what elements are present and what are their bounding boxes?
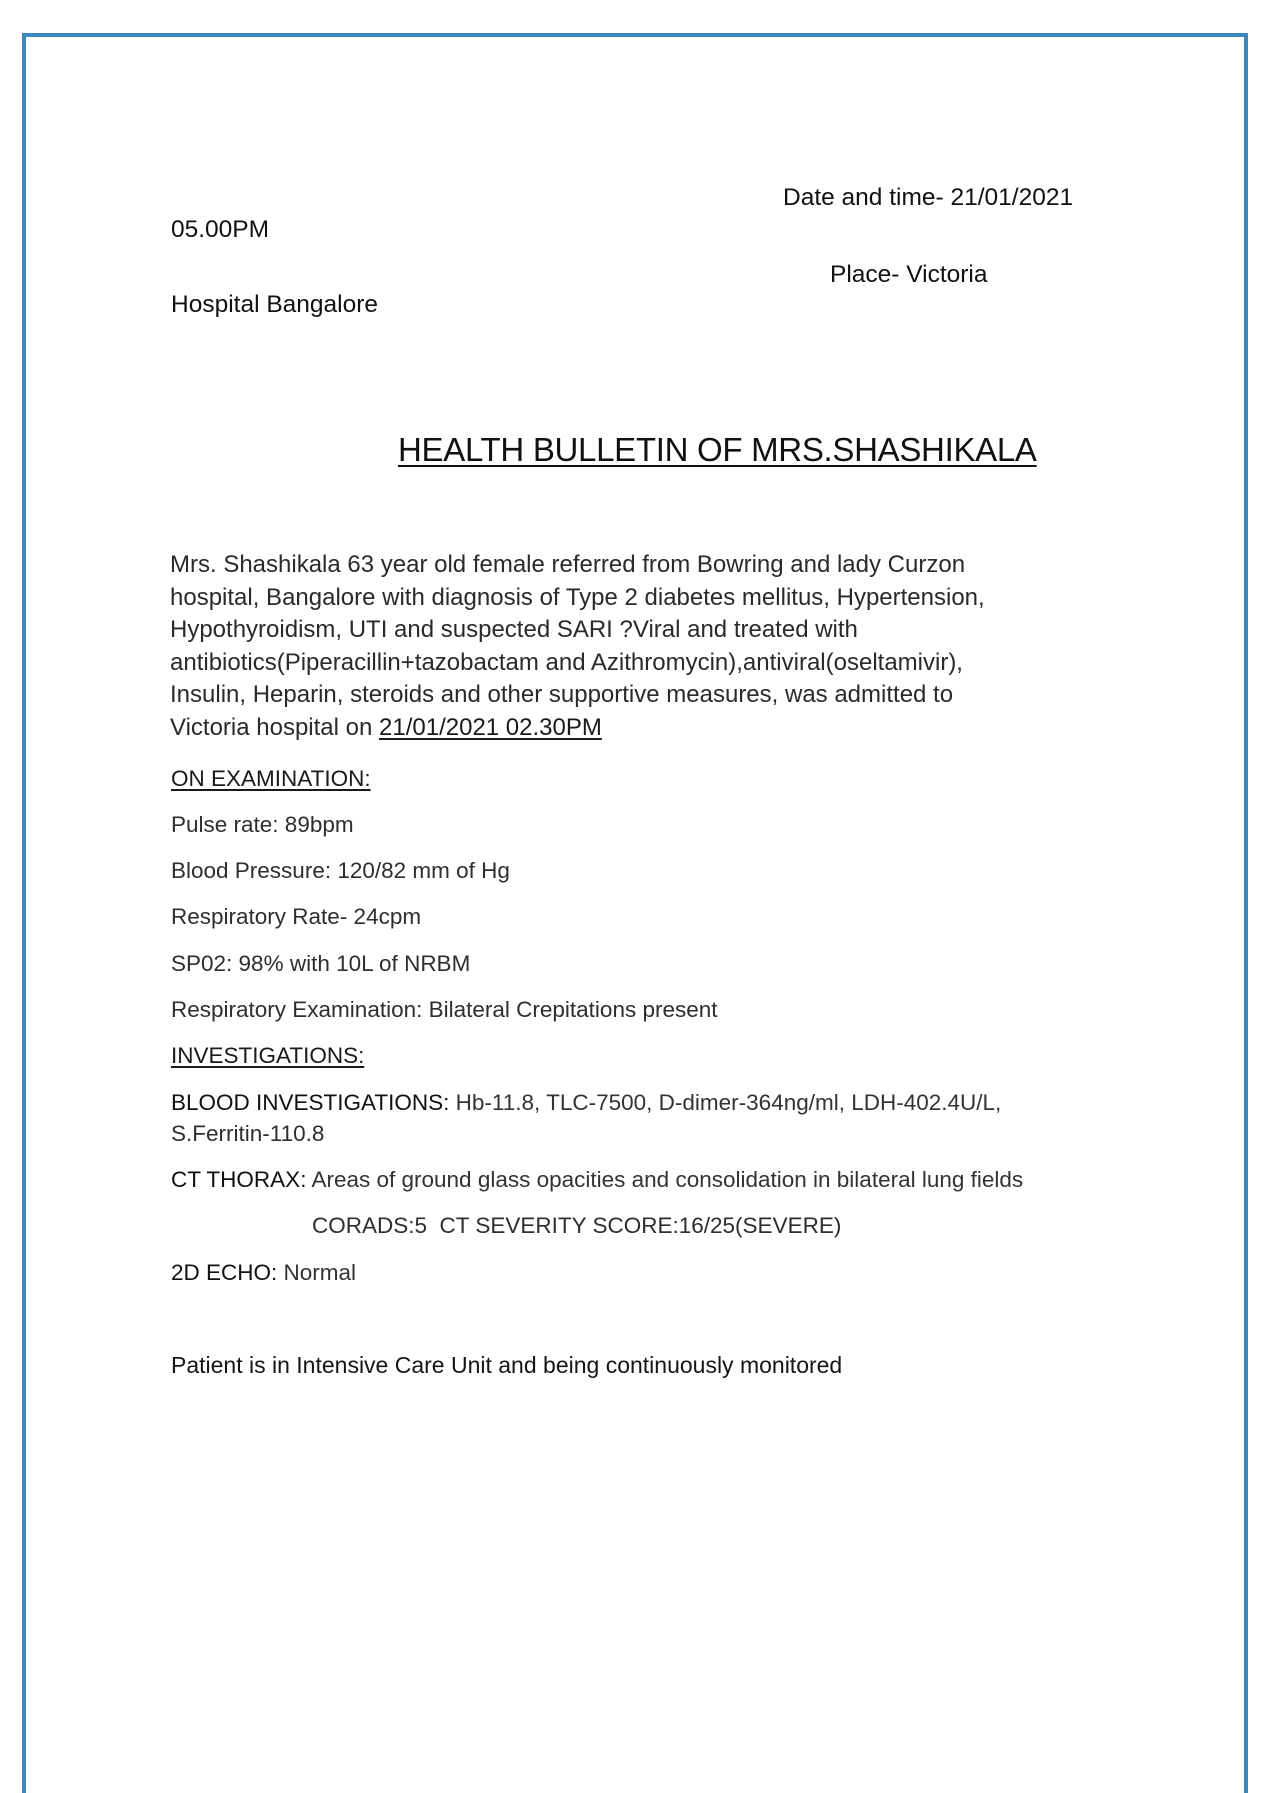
exam-respiratory-examination: Respiratory Examination: Bilateral Crepitations present (171, 997, 718, 1022)
place-continued: Hospital Bangalore (171, 291, 379, 318)
ct-thorax (171, 1169, 1023, 1192)
patient-status: Patient is in Intensive Care Unit and being continuously monitored (171, 1352, 843, 1378)
admission-datetime: 21/01/2021 02.30PM (379, 713, 602, 741)
echo (171, 1262, 356, 1285)
intro-line: Insulin, Heparin, steroids and other supportive measures, was admitted to (170, 681, 954, 708)
ct-thorax-label: CT THORAX: (171, 1167, 307, 1192)
date-time-label: Date and time- 21/01/2021 (783, 184, 1074, 211)
place-label: Place- Victoria (830, 261, 988, 288)
intro-line-prefix: Victoria hospital on (170, 713, 380, 741)
intro-line (170, 712, 1090, 745)
blood-investigations-label: BLOOD INVESTIGATIONS: (171, 1090, 450, 1115)
time-value: 05.00PM (171, 216, 270, 243)
examination-heading: ON EXAMINATION: (171, 766, 371, 791)
echo-label: 2D ECHO: (171, 1260, 278, 1285)
exam-pulse-rate: Pulse rate: 89bpm (171, 812, 354, 837)
intro-paragraph (170, 549, 1090, 744)
blood-investigations (171, 1092, 1001, 1115)
exam-respiratory-rate: Respiratory Rate- 24cpm (171, 904, 422, 929)
ct-severity-scores: CORADS:5 CT SEVERITY SCORE:16/25(SEVERE) (312, 1213, 842, 1238)
exam-blood-pressure: Blood Pressure: 120/82 mm of Hg (171, 858, 510, 883)
blood-investigations-values: Hb-11.8, TLC-7500, D-dimer-364ng/ml, LDH-402.4U/L, (449, 1090, 1002, 1115)
investigations-heading: INVESTIGATIONS: (171, 1043, 365, 1068)
ct-thorax-findings: Areas of ground glass opacities and consolidation in bilateral lung fields (306, 1167, 1024, 1192)
blood-investigations-ferritin: S.Ferritin-110.8 (171, 1121, 325, 1146)
intro-line: antibiotics(Piperacillin+tazobactam and Azithromycin),antiviral(oseltamivir), (170, 648, 963, 676)
intro-line: Mrs. Shashikala 63 year old female referred from Bowring and lady Curzon (170, 551, 966, 578)
intro-line: Hypothyroidism, UTI and suspected SARI ?Viral and treated with (170, 616, 858, 643)
echo-value: Normal (277, 1260, 357, 1285)
page-title: HEALTH BULLETIN OF MRS.SHASHIKALA (398, 431, 1037, 468)
exam-spo2: SP02: 98% with 10L of NRBM (171, 951, 471, 976)
intro-line: hospital, Bangalore with diagnosis of Type 2 diabetes mellitus, Hypertension, (170, 583, 985, 611)
